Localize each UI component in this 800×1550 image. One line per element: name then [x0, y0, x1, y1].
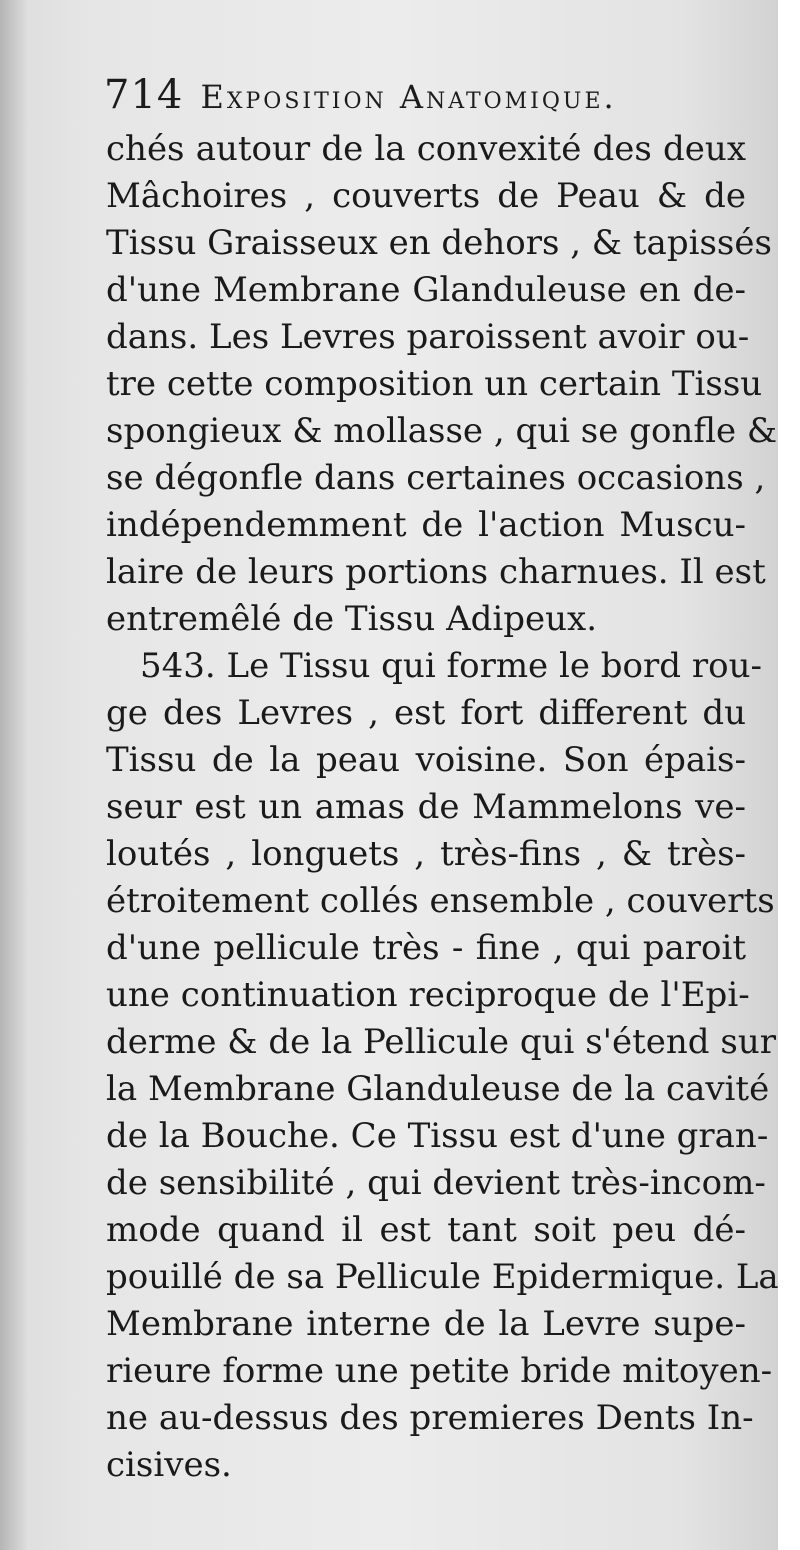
paragraph-end-line: cisives. — [106, 1445, 232, 1485]
binding-shadow — [0, 0, 28, 1550]
page-header — [104, 72, 704, 124]
text-line: ne au-dessus des premieres Dents In- — [106, 1398, 754, 1438]
text-line: se dégonfle dans certaines occasions , — [106, 458, 766, 498]
text-line: Mâchoires , couverts de Peau & de — [106, 176, 746, 216]
paragraph-start-line: 543. Le Tissu qui forme le bord rou- — [140, 646, 762, 686]
text-line: une continuation reciproque de l'Epi- — [106, 975, 750, 1015]
text-line: la Membrane Glanduleuse de la cavité — [106, 1069, 770, 1109]
text-line: de la Bouche. Ce Tissu est d'une gran- — [106, 1116, 769, 1156]
text-line: seur est un amas de Mammelons ve- — [106, 787, 746, 827]
text-line: pouillé de sa Pellicule Epidermique. La — [106, 1257, 779, 1297]
text-line: ge des Levres , est fort different du — [106, 693, 746, 733]
text-line: rieure forme une petite bride mitoyen- — [106, 1351, 773, 1391]
page-number: 714 — [104, 72, 184, 118]
text-line: tre cette composition un certain Tissu — [106, 364, 763, 404]
text-line: laire de leurs portions charnues. Il est — [106, 552, 766, 592]
text-line: spongieux & mollasse , qui se gonfle & — [106, 411, 778, 451]
text-line: mode quand il est tant soit peu dé- — [106, 1210, 746, 1250]
text-line: indépendemment de l'action Muscu- — [106, 505, 746, 545]
text-line: de sensibilité , qui devient très-incom- — [106, 1163, 766, 1203]
text-line: Tissu Graisseux en dehors , & tapissés — [106, 223, 772, 263]
text-line: chés autour de la convexité des deux — [106, 129, 746, 169]
text-line: d'une Membrane Glanduleuse en de- — [106, 270, 746, 310]
text-line: dans. Les Levres paroissent avoir ou- — [106, 317, 750, 357]
running-title: Exposition Anatomique. — [200, 78, 617, 116]
text-line: d'une pellicule très - fine , qui paroit — [106, 928, 746, 968]
text-line: étroitement collés ensemble , couverts — [106, 881, 775, 921]
body-text — [106, 126, 779, 1489]
text-line: loutés , longuets , très-fins , & très- — [106, 834, 746, 874]
text-line: Membrane interne de la Levre supe- — [106, 1304, 746, 1344]
text-line: Tissu de la peau voisine. Son épais- — [106, 740, 746, 780]
text-line: derme & de la Pellicule qui s'étend sur — [106, 1022, 776, 1062]
paragraph-end-line: entremêlé de Tissu Adipeux. — [106, 599, 598, 639]
